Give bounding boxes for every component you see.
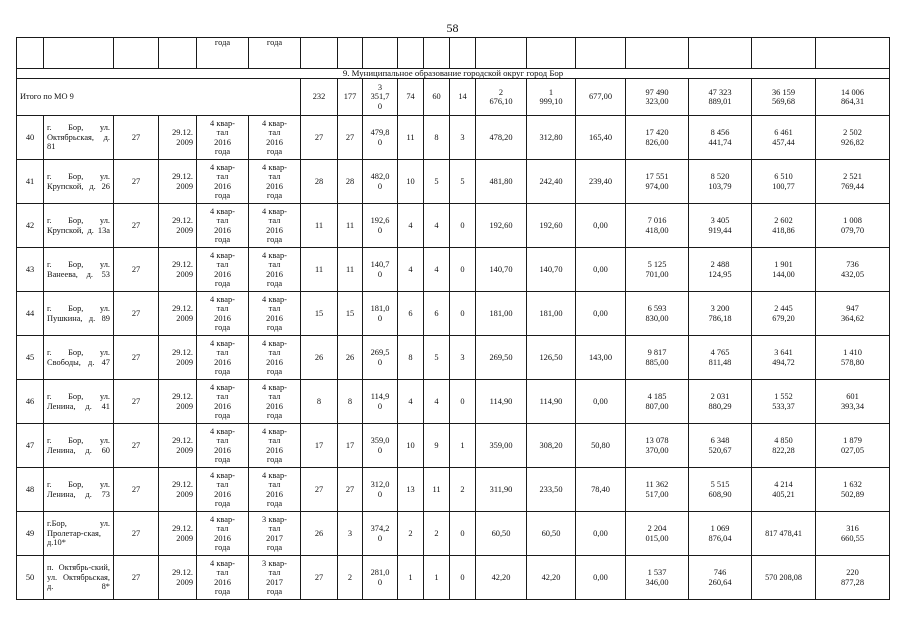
carry-over-row xyxy=(17,38,890,69)
area-private-cell: 60,50 xyxy=(527,512,576,556)
cost-fund-cell: 2 488 124,95 xyxy=(689,248,752,292)
cost-local-cell: 316 660,55 xyxy=(816,512,890,556)
area-private-cell: 42,20 xyxy=(527,556,576,600)
rooms-municipal-cell: 3 xyxy=(450,336,476,380)
table-row xyxy=(17,160,890,204)
cost-local-cell: 220 877,28 xyxy=(816,556,890,600)
table-body xyxy=(17,38,890,600)
residents-cell: 27 xyxy=(114,424,159,468)
actual-completion-cell: 4 квар- тал 2016 года xyxy=(249,292,301,336)
row-number: 50 xyxy=(17,556,44,600)
residents-cell: 27 xyxy=(114,468,159,512)
area-cell: 374,2 0 xyxy=(363,512,398,556)
actual-completion-cell: 4 квар- тал 2016 года xyxy=(249,204,301,248)
residents-cell: 27 xyxy=(114,248,159,292)
rooms-private-cell: 6 xyxy=(424,292,450,336)
area-cell: 479,8 0 xyxy=(363,116,398,160)
rooms-municipal-cell: 0 xyxy=(450,204,476,248)
area-municipal-cell: 143,00 xyxy=(576,336,626,380)
address-cell: г. Бор, ул. Крупской, д. 13а xyxy=(44,204,114,248)
section-heading-row xyxy=(17,69,890,79)
cost-total-cell: 9 817 885,00 xyxy=(626,336,689,380)
cell xyxy=(338,38,363,69)
cell-area-resettle: 2 676,10 xyxy=(476,79,527,116)
cell xyxy=(752,38,816,69)
cost-region-cell: 570 208,08 xyxy=(752,556,816,600)
cost-local-cell: 1 008 079,70 xyxy=(816,204,890,248)
table-row xyxy=(17,380,890,424)
rooms-total-cell: 10 xyxy=(398,424,424,468)
cell xyxy=(363,38,398,69)
cost-fund-cell: 746 260,64 xyxy=(689,556,752,600)
to-resettle-cell: 17 xyxy=(338,424,363,468)
cell-completion-fact: года xyxy=(249,38,301,69)
row-number: 40 xyxy=(17,116,44,160)
rooms-private-cell: 4 xyxy=(424,380,450,424)
cost-total-cell: 7 016 418,00 xyxy=(626,204,689,248)
rooms-municipal-cell: 0 xyxy=(450,248,476,292)
area-cell: 114,9 0 xyxy=(363,380,398,424)
cell xyxy=(17,38,44,69)
address-cell: г. Бор, ул. Ванеева, д. 53 xyxy=(44,248,114,292)
rooms-private-cell: 4 xyxy=(424,248,450,292)
address-cell: г. Бор, ул. Ленина, д. 60 xyxy=(44,424,114,468)
total-row xyxy=(17,79,890,116)
recognition-date-cell: 29.12. 2009 xyxy=(159,248,197,292)
area-private-cell: 242,40 xyxy=(527,160,576,204)
recognition-date-cell: 29.12. 2009 xyxy=(159,512,197,556)
rooms-private-cell: 5 xyxy=(424,336,450,380)
row-number: 44 xyxy=(17,292,44,336)
cost-region-cell: 6 461 457,44 xyxy=(752,116,816,160)
cell xyxy=(816,38,890,69)
cost-fund-cell: 5 515 608,90 xyxy=(689,468,752,512)
resettled-cell: 26 xyxy=(301,336,338,380)
recognition-date-cell: 29.12. 2009 xyxy=(159,160,197,204)
rooms-municipal-cell: 0 xyxy=(450,292,476,336)
rooms-municipal-cell: 0 xyxy=(450,380,476,424)
cell xyxy=(476,38,527,69)
address-cell: г. Бор, ул. Свободы, д. 47 xyxy=(44,336,114,380)
resettled-cell: 27 xyxy=(301,468,338,512)
table-row xyxy=(17,556,890,600)
table-row xyxy=(17,468,890,512)
row-number: 43 xyxy=(17,248,44,292)
cost-region-cell: 2 602 418,86 xyxy=(752,204,816,248)
rooms-total-cell: 10 xyxy=(398,160,424,204)
resettled-cell: 8 xyxy=(301,380,338,424)
to-resettle-cell: 15 xyxy=(338,292,363,336)
row-number: 45 xyxy=(17,336,44,380)
area-municipal-cell: 165,40 xyxy=(576,116,626,160)
area-cell: 181,0 0 xyxy=(363,292,398,336)
to-resettle-cell: 27 xyxy=(338,116,363,160)
area-private-cell: 308,20 xyxy=(527,424,576,468)
cell-resettled: 232 xyxy=(301,79,338,116)
area-resettle-cell: 192,60 xyxy=(476,204,527,248)
planned-completion-cell: 4 квар- тал 2016 года xyxy=(197,380,249,424)
cost-region-cell: 1 552 533,37 xyxy=(752,380,816,424)
residents-cell: 27 xyxy=(114,204,159,248)
rooms-private-cell: 1 xyxy=(424,556,450,600)
rooms-total-cell: 4 xyxy=(398,248,424,292)
row-number: 42 xyxy=(17,204,44,248)
address-cell: г. Бор, ул. Октябрьская, д. 81 xyxy=(44,116,114,160)
planned-completion-cell: 4 квар- тал 2016 года xyxy=(197,116,249,160)
row-number: 46 xyxy=(17,380,44,424)
address-cell: п. Октябрь-ский, ул. Октябрьская, д. 8* xyxy=(44,556,114,600)
rooms-private-cell: 2 xyxy=(424,512,450,556)
cost-local-cell: 1 410 578,80 xyxy=(816,336,890,380)
resettled-cell: 11 xyxy=(301,248,338,292)
cell-area: 3 351,7 0 xyxy=(363,79,398,116)
cost-region-cell: 2 445 679,20 xyxy=(752,292,816,336)
area-resettle-cell: 269,50 xyxy=(476,336,527,380)
page-number: 58 xyxy=(446,21,459,35)
area-municipal-cell: 0,00 xyxy=(576,204,626,248)
total-label: Итого по МО 9 xyxy=(17,79,301,116)
area-private-cell: 233,50 xyxy=(527,468,576,512)
residents-cell: 27 xyxy=(114,160,159,204)
recognition-date-cell: 29.12. 2009 xyxy=(159,424,197,468)
planned-completion-cell: 4 квар- тал 2016 года xyxy=(197,204,249,248)
rooms-municipal-cell: 1 xyxy=(450,424,476,468)
cost-local-cell: 1 879 027,05 xyxy=(816,424,890,468)
rooms-total-cell: 11 xyxy=(398,116,424,160)
actual-completion-cell: 4 квар- тал 2016 года xyxy=(249,248,301,292)
cost-total-cell: 17 420 826,00 xyxy=(626,116,689,160)
cost-region-cell: 6 510 100,77 xyxy=(752,160,816,204)
row-number: 49 xyxy=(17,512,44,556)
area-resettle-cell: 359,00 xyxy=(476,424,527,468)
actual-completion-cell: 4 квар- тал 2016 года xyxy=(249,424,301,468)
area-cell: 359,0 0 xyxy=(363,424,398,468)
cost-region-cell: 1 901 144,00 xyxy=(752,248,816,292)
cell-area-municipal: 677,00 xyxy=(576,79,626,116)
area-cell: 281,0 0 xyxy=(363,556,398,600)
actual-completion-cell: 4 квар- тал 2016 года xyxy=(249,336,301,380)
area-resettle-cell: 60,50 xyxy=(476,512,527,556)
to-resettle-cell: 2 xyxy=(338,556,363,600)
area-municipal-cell: 0,00 xyxy=(576,512,626,556)
table-row xyxy=(17,512,890,556)
resettled-cell: 28 xyxy=(301,160,338,204)
cost-fund-cell: 3 200 786,18 xyxy=(689,292,752,336)
cell-area-private: 1 999,10 xyxy=(527,79,576,116)
actual-completion-cell: 4 квар- тал 2016 года xyxy=(249,116,301,160)
cell-rooms-municipal: 14 xyxy=(450,79,476,116)
area-cell: 482,0 0 xyxy=(363,160,398,204)
rooms-total-cell: 2 xyxy=(398,512,424,556)
resettled-cell: 26 xyxy=(301,512,338,556)
rooms-private-cell: 5 xyxy=(424,160,450,204)
cost-fund-cell: 8 520 103,79 xyxy=(689,160,752,204)
actual-completion-cell: 3 квар- тал 2017 года xyxy=(249,512,301,556)
resettled-cell: 11 xyxy=(301,204,338,248)
row-number: 47 xyxy=(17,424,44,468)
section-title: 9. Муниципальное образование городской округ город Бор xyxy=(17,69,890,79)
rooms-total-cell: 4 xyxy=(398,380,424,424)
planned-completion-cell: 4 квар- тал 2016 года xyxy=(197,512,249,556)
cost-total-cell: 13 078 370,00 xyxy=(626,424,689,468)
cost-local-cell: 2 502 926,82 xyxy=(816,116,890,160)
planned-completion-cell: 4 квар- тал 2016 года xyxy=(197,556,249,600)
to-resettle-cell: 11 xyxy=(338,248,363,292)
actual-completion-cell: 4 квар- тал 2016 года xyxy=(249,468,301,512)
row-number: 48 xyxy=(17,468,44,512)
rooms-municipal-cell: 2 xyxy=(450,468,476,512)
recognition-date-cell: 29.12. 2009 xyxy=(159,380,197,424)
table-row xyxy=(17,292,890,336)
area-municipal-cell: 0,00 xyxy=(576,292,626,336)
cell xyxy=(44,38,114,69)
table-row xyxy=(17,336,890,380)
rooms-municipal-cell: 0 xyxy=(450,512,476,556)
cost-total-cell: 11 362 517,00 xyxy=(626,468,689,512)
cell-cost-total: 97 490 323,00 xyxy=(626,79,689,116)
residents-cell: 27 xyxy=(114,556,159,600)
rooms-total-cell: 8 xyxy=(398,336,424,380)
to-resettle-cell: 3 xyxy=(338,512,363,556)
area-resettle-cell: 140,70 xyxy=(476,248,527,292)
area-municipal-cell: 0,00 xyxy=(576,248,626,292)
area-private-cell: 181,00 xyxy=(527,292,576,336)
rooms-total-cell: 1 xyxy=(398,556,424,600)
cell xyxy=(159,38,197,69)
planned-completion-cell: 4 квар- тал 2016 года xyxy=(197,248,249,292)
area-municipal-cell: 0,00 xyxy=(576,556,626,600)
resettlement-register-table xyxy=(16,37,890,600)
area-resettle-cell: 478,20 xyxy=(476,116,527,160)
cost-fund-cell: 6 348 520,67 xyxy=(689,424,752,468)
residents-cell: 27 xyxy=(114,292,159,336)
cell xyxy=(689,38,752,69)
address-cell: г. Бор, ул. Крупской, д. 26 xyxy=(44,160,114,204)
cost-region-cell: 3 641 494,72 xyxy=(752,336,816,380)
cell xyxy=(626,38,689,69)
area-resettle-cell: 311,90 xyxy=(476,468,527,512)
rooms-municipal-cell: 5 xyxy=(450,160,476,204)
address-cell: г. Бор, ул. Ленина, д. 73 xyxy=(44,468,114,512)
cell-rooms-private: 60 xyxy=(424,79,450,116)
cell-cost-fund: 47 323 889,01 xyxy=(689,79,752,116)
row-number: 41 xyxy=(17,160,44,204)
cost-region-cell: 817 478,41 xyxy=(752,512,816,556)
table-row xyxy=(17,248,890,292)
recognition-date-cell: 29.12. 2009 xyxy=(159,204,197,248)
cell xyxy=(450,38,476,69)
rooms-private-cell: 9 xyxy=(424,424,450,468)
to-resettle-cell: 27 xyxy=(338,468,363,512)
rooms-private-cell: 11 xyxy=(424,468,450,512)
cost-region-cell: 4 850 822,28 xyxy=(752,424,816,468)
area-private-cell: 126,50 xyxy=(527,336,576,380)
area-cell: 269,5 0 xyxy=(363,336,398,380)
planned-completion-cell: 4 квар- тал 2016 года xyxy=(197,336,249,380)
area-cell: 140,7 0 xyxy=(363,248,398,292)
rooms-total-cell: 6 xyxy=(398,292,424,336)
actual-completion-cell: 3 квар- тал 2017 года xyxy=(249,556,301,600)
cell-cost-region: 36 159 569,68 xyxy=(752,79,816,116)
area-cell: 192,6 0 xyxy=(363,204,398,248)
area-municipal-cell: 50,80 xyxy=(576,424,626,468)
area-private-cell: 312,80 xyxy=(527,116,576,160)
rooms-municipal-cell: 3 xyxy=(450,116,476,160)
address-cell: г. Бор, ул. Ленина, д. 41 xyxy=(44,380,114,424)
area-resettle-cell: 181,00 xyxy=(476,292,527,336)
cell xyxy=(424,38,450,69)
planned-completion-cell: 4 квар- тал 2016 года xyxy=(197,160,249,204)
cell-to-resettle: 177 xyxy=(338,79,363,116)
area-municipal-cell: 78,40 xyxy=(576,468,626,512)
cost-region-cell: 4 214 405,21 xyxy=(752,468,816,512)
residents-cell: 27 xyxy=(114,380,159,424)
area-resettle-cell: 481,80 xyxy=(476,160,527,204)
cost-total-cell: 2 204 015,00 xyxy=(626,512,689,556)
resettled-cell: 15 xyxy=(301,292,338,336)
planned-completion-cell: 4 квар- тал 2016 года xyxy=(197,292,249,336)
table-row xyxy=(17,424,890,468)
resettled-cell: 27 xyxy=(301,556,338,600)
address-cell: г.Бор, ул. Пролетар-ская, д.10* xyxy=(44,512,114,556)
table-row xyxy=(17,116,890,160)
residents-cell: 27 xyxy=(114,336,159,380)
residents-cell: 27 xyxy=(114,512,159,556)
cost-fund-cell: 4 765 811,48 xyxy=(689,336,752,380)
cost-total-cell: 17 551 974,00 xyxy=(626,160,689,204)
cell-cost-local: 14 006 864,31 xyxy=(816,79,890,116)
area-municipal-cell: 239,40 xyxy=(576,160,626,204)
cost-local-cell: 2 521 769,44 xyxy=(816,160,890,204)
table-row xyxy=(17,204,890,248)
cell xyxy=(576,38,626,69)
cost-local-cell: 601 393,34 xyxy=(816,380,890,424)
area-private-cell: 114,90 xyxy=(527,380,576,424)
rooms-total-cell: 4 xyxy=(398,204,424,248)
residents-cell: 27 xyxy=(114,116,159,160)
planned-completion-cell: 4 квар- тал 2016 года xyxy=(197,468,249,512)
cell xyxy=(301,38,338,69)
area-resettle-cell: 114,90 xyxy=(476,380,527,424)
area-municipal-cell: 0,00 xyxy=(576,380,626,424)
resettled-cell: 27 xyxy=(301,116,338,160)
to-resettle-cell: 11 xyxy=(338,204,363,248)
rooms-private-cell: 4 xyxy=(424,204,450,248)
cell xyxy=(114,38,159,69)
cost-fund-cell: 2 031 880,29 xyxy=(689,380,752,424)
area-resettle-cell: 42,20 xyxy=(476,556,527,600)
cost-local-cell: 736 432,05 xyxy=(816,248,890,292)
actual-completion-cell: 4 квар- тал 2016 года xyxy=(249,160,301,204)
cost-total-cell: 6 593 830,00 xyxy=(626,292,689,336)
actual-completion-cell: 4 квар- тал 2016 года xyxy=(249,380,301,424)
cell-rooms-total: 74 xyxy=(398,79,424,116)
cost-total-cell: 1 537 346,00 xyxy=(626,556,689,600)
rooms-total-cell: 13 xyxy=(398,468,424,512)
recognition-date-cell: 29.12. 2009 xyxy=(159,116,197,160)
area-cell: 312,0 0 xyxy=(363,468,398,512)
recognition-date-cell: 29.12. 2009 xyxy=(159,468,197,512)
area-private-cell: 140,70 xyxy=(527,248,576,292)
cost-total-cell: 5 125 701,00 xyxy=(626,248,689,292)
planned-completion-cell: 4 квар- тал 2016 года xyxy=(197,424,249,468)
area-private-cell: 192,60 xyxy=(527,204,576,248)
rooms-private-cell: 8 xyxy=(424,116,450,160)
resettled-cell: 17 xyxy=(301,424,338,468)
cost-fund-cell: 8 456 441,74 xyxy=(689,116,752,160)
cell xyxy=(527,38,576,69)
cost-fund-cell: 3 405 919,44 xyxy=(689,204,752,248)
recognition-date-cell: 29.12. 2009 xyxy=(159,292,197,336)
recognition-date-cell: 29.12. 2009 xyxy=(159,556,197,600)
address-cell: г. Бор, ул. Пушкина, д. 89 xyxy=(44,292,114,336)
cost-total-cell: 4 185 807,00 xyxy=(626,380,689,424)
recognition-date-cell: 29.12. 2009 xyxy=(159,336,197,380)
rooms-municipal-cell: 0 xyxy=(450,556,476,600)
cell xyxy=(398,38,424,69)
to-resettle-cell: 8 xyxy=(338,380,363,424)
cost-local-cell: 947 364,62 xyxy=(816,292,890,336)
to-resettle-cell: 28 xyxy=(338,160,363,204)
to-resettle-cell: 26 xyxy=(338,336,363,380)
cost-local-cell: 1 632 502,89 xyxy=(816,468,890,512)
cost-fund-cell: 1 069 876,04 xyxy=(689,512,752,556)
cell-completion-plan: года xyxy=(197,38,249,69)
